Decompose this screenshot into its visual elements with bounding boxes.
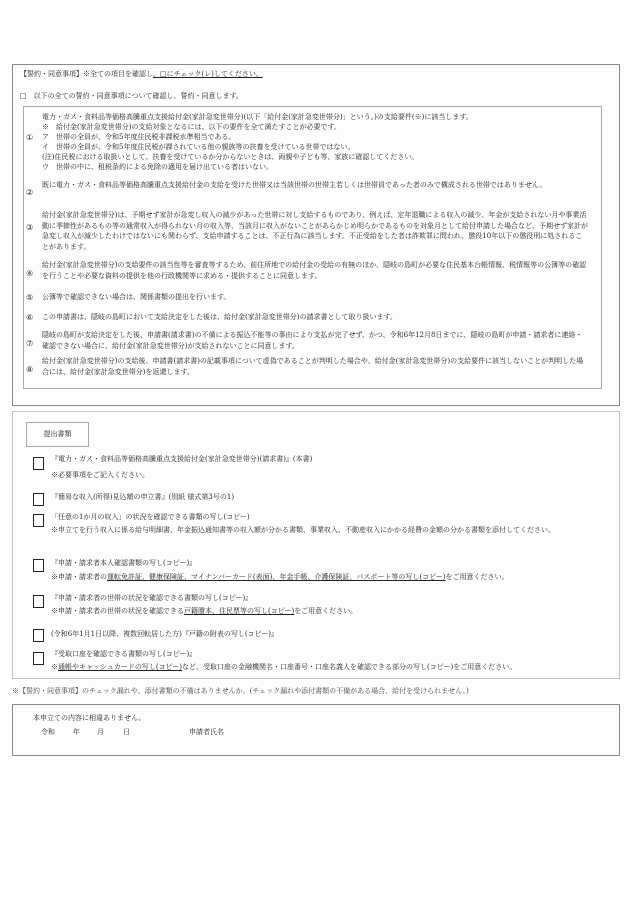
document-checkbox-5[interactable] (33, 595, 44, 608)
date-day-field[interactable]: 日 (123, 728, 130, 736)
warning-note: ※【誓約・同意事項】のチェック漏れや、添付書類の不備はありませんか。(チェック漏れや添付書類の不備がある場合、給付を受けられません。) (12, 687, 469, 695)
applicant-name-field[interactable]: 申請者氏名 (189, 728, 224, 736)
date-era-label: 令和 (41, 728, 55, 736)
documents-section: 提出書類 『電力・ガス・食料品等価格高騰重点支援給付金(家計急変世帯分)(請求書)』(本書) ※必要事項をご記入ください。 『簡易な収入(所得)見込額の申立書』(別紙 様式第3号の1) 「任意の1か月の収入」の状況を確認できる書類の写し(コピー) ※申立てを行う収入に係る給与明細書、年金振込通知書等の収入額が分かる書類、事業収入、不動産収入にかかる経費の金額の分かる書類を添付してください。 『申請・請求者本人確認書類の写し(コピー)』 ※申請・請求者の運転免許証、健康保険証、マイナンバーカード(表面)、年金手帳、介護保険証、パスポート等の写し(コピー)をご用意ください。 『申請・請求者の世帯の状況を確認できる書類の写し(コピー)』 ※申請・請求者の世帯の状況を確認できる戸籍謄本、住民票等の写し(コピー)をご用意ください。 (令和6年1月1日以降、複数回転居した方)『戸籍の附表の写し(コピー)』 『受取口座を確認できる書類の写し(コピー)』 ※通帳やキャッシュカードの写し(コピー)など、受取口座の金融機関名・口座番号・口座名義人を確認できる部分の写し(コピー)をご用意ください。 (12, 411, 620, 679)
document-checkbox-3[interactable] (33, 514, 44, 527)
pledge-section (12, 64, 620, 406)
document-checkbox-2[interactable] (33, 493, 44, 506)
document-checkbox-4[interactable] (33, 559, 44, 572)
agree-all-checkbox[interactable]: □ 以下の全ての誓約・同意事項について確認し、誓約・同意します。 (20, 92, 243, 100)
document-checkbox-1[interactable] (33, 457, 44, 470)
date-month-field[interactable]: 月 (97, 728, 104, 736)
confirmation-statement: 本申立ての内容に相違ありません。 (33, 714, 146, 722)
date-year-field[interactable]: 年 (73, 728, 80, 736)
pledge-items-box: 電力・ガス・食料品等価格高騰重点支援給付金(家計急変世帯分)(以下「給付金(家計急変世帯分)」という。)の支給要件(※)に該当します。 ※ 給付金(家計急変世帯分)の支給対象となるには、以下の要件を全て満たすことが必要です。 ① ア 世帯の全員が、令和5年度住民税非課税水準相当である。 イ 世帯の全員が、令和5年度住民税が課されている他の親族等の扶養を受けている世帯ではない。 (注)住民税における取扱いとして、扶養を受けているか分からないときは、両親や子ども等、家族に確認してください。 ウ 世帯の中に、租税条約による免除の適用を届け出ている者はいない。 ② 既に電力・ガス・食料品等価格高騰重点支援給付金の支給を受けた世帯又は当該世帯の世帯主若しくは世帯員であった者のみで構成される世帯ではありません。 ③ 給付金(家計急変世帯分)は、予期せず家計が急変し収入の減少があった世帯に対し支給するものであり、例えば、定年退職による収入の減少、年金が支給されない月や事業活動に季節性があるもの等の通常収入が得られない月の収入等、当該月に収入がないことがあらかじめ明らかであるものを対象月として給付申請した場合など、予期せず家計が急変し収入が減少したわけではないにも関わらず、支給申請することは、不正行為に該当します。不正受給をした者は詐欺罪に問われ、懲役10年以下の懲役刑に処されることがあります。 ④ 給付金(家計急変世帯分)の支給要件の該当性等を審査等するため、前住所地での給付金の受給の有無のほか、隠岐の島町が必要な住民基本台帳情報、税情報等の公簿等の確認を行うことや必要な資料の提供を他の行政機関等に求める・提供することに同意します。 ⑤ 公簿等で確認できない場合は、関係書類の提出を行います。 ⑥ この申請書は、隠岐の島町において支給決定をした後は、給付金(家計急変世帯分)の請求書として取り扱います。 ⑦ 隠岐の島町が支給決定をした後、申請書(請求書)の不備による振込不能等の事由により支払が完了せず、かつ、令和6年12月8日までに、隠岐の島町が申請・請求者に連絡・確認できない場合に、給付金(家計急変世帯分)が支給されないことに同意します。 ⑧ 給付金(家計急変世帯分)の支給後、申請書(請求書)の記載事項について虚偽であることが判明した場合や、給付金(家計急変世帯分)の支給要件に該当しないことが判明した場合には、給付金(家計急変世帯分)を返還します。 (23, 106, 602, 389)
document-checkbox-6[interactable] (33, 629, 44, 642)
document-checkbox-7[interactable] (33, 652, 44, 665)
pledge-intro: 電力・ガス・食料品等価格高騰重点支援給付金(家計急変世帯分)(以下「給付金(家計急変世帯分)」という。)の支給要件(※)に該当します。 (42, 113, 473, 121)
documents-label-box: 提出書類 (26, 422, 89, 447)
pledge-header: 【誓約・同意事項】※全ての項目を確認し、□にチェック(レ)してください。 (20, 70, 263, 78)
pledge-intro-note: ※ 給付金(家計急変世帯分)の支給対象となるには、以下の要件を全て満たすことが必要です。 (42, 123, 341, 131)
signature-section (12, 704, 620, 756)
